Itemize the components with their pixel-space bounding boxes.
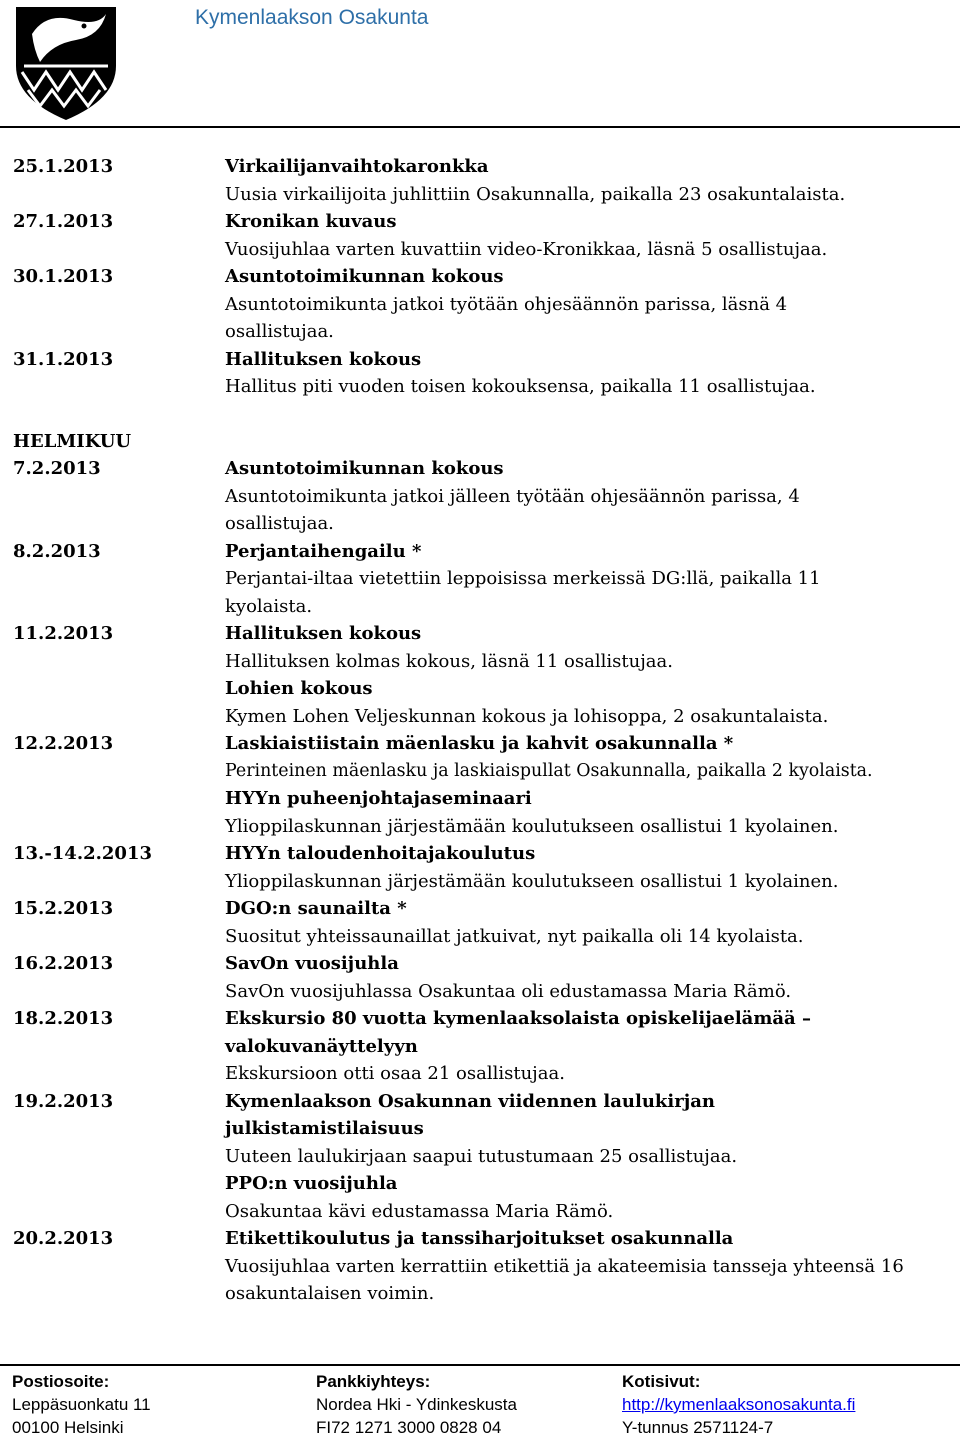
bank-name: Nordea Hki - Ydinkeskusta bbox=[316, 1395, 517, 1414]
bank-account: FI72 1271 3000 0828 04 bbox=[316, 1418, 502, 1437]
bank-details bbox=[316, 1370, 517, 1439]
list-item bbox=[13, 895, 953, 950]
event-title: Hallituksen kokous bbox=[225, 623, 422, 644]
business-id: Y-tunnus 2571124-7 bbox=[622, 1418, 774, 1437]
list-item bbox=[13, 730, 953, 840]
list-item bbox=[13, 1005, 953, 1088]
event-title: Kronikan kuvaus bbox=[225, 211, 397, 232]
event-description: Suositut yhteissaunaillat jatkuivat, nyt paikalla oli 14 kyolaista. bbox=[225, 925, 804, 947]
event-title: Asuntotoimikunnan kokous bbox=[225, 458, 504, 479]
event-description: Vuosijuhlaa varten kuvattiin video-Kronikkaa, läsnä 5 osallistujaa. bbox=[225, 238, 828, 260]
event-date: 12.2.2013 bbox=[13, 733, 114, 754]
event-title: DGO:n saunailta * bbox=[225, 898, 407, 919]
list-item bbox=[13, 1088, 953, 1226]
header-divider bbox=[0, 126, 960, 128]
coat-of-arms-logo-icon bbox=[12, 4, 120, 122]
list-item bbox=[13, 840, 953, 895]
postal-address-heading: Postiosoite: bbox=[12, 1372, 110, 1391]
event-title: Lohien kokous bbox=[225, 678, 373, 699]
event-description: Asuntotoimikunta jatkoi jälleen työtään ohjesäännön parissa, 4 osallistujaa. bbox=[225, 485, 800, 534]
event-date: 30.1.2013 bbox=[13, 266, 114, 287]
list-item bbox=[13, 538, 953, 621]
event-title: HYYn puheenjohtajaseminaari bbox=[225, 788, 532, 809]
event-title: SavOn vuosijuhla bbox=[225, 953, 399, 974]
event-date: 20.2.2013 bbox=[13, 1228, 114, 1249]
event-description: SavOn vuosijuhlassa Osakuntaa oli edustamassa Maria Rämö. bbox=[225, 980, 792, 1002]
footer-divider bbox=[0, 1364, 960, 1366]
event-description: Vuosijuhlaa varten kerrattiin etikettiä ja akateemisia tansseja yhteensä 16 osakuntalaisen voimin. bbox=[225, 1255, 904, 1304]
list-item bbox=[13, 263, 953, 346]
event-date: 25.1.2013 bbox=[13, 156, 114, 177]
event-description: Hallitus piti vuoden toisen kokouksensa, paikalla 11 osallistujaa. bbox=[225, 376, 816, 397]
activity-list bbox=[13, 153, 953, 1308]
event-title: Virkailijanvaihtokaronkka bbox=[225, 156, 489, 177]
website-heading: Kotisivut: bbox=[622, 1372, 701, 1391]
event-description: Ylioppilaskunnan järjestämään koulutukseen osallistui 1 kyolainen. bbox=[225, 815, 839, 837]
event-description: Asuntotoimikunta jatkoi työtään ohjesäännön parissa, läsnä 4 osallistujaa. bbox=[225, 293, 788, 342]
event-date: 16.2.2013 bbox=[13, 953, 114, 974]
organization-name: Kymenlaakson Osakunta bbox=[195, 6, 429, 29]
postal-code-city: 00100 Helsinki bbox=[12, 1418, 124, 1437]
event-description: Ekskursioon otti osaa 21 osallistujaa. bbox=[225, 1063, 565, 1084]
list-item bbox=[13, 1225, 953, 1308]
event-description: Ylioppilaskunnan järjestämään koulutukseen osallistui 1 kyolainen. bbox=[225, 870, 839, 892]
event-title: Etikettikoulutus ja tanssiharjoitukset osakunnalla bbox=[225, 1228, 734, 1249]
list-item bbox=[13, 208, 953, 263]
street-address: Leppäsuonkatu 11 bbox=[12, 1395, 151, 1414]
event-date: 27.1.2013 bbox=[13, 211, 114, 232]
event-title: HYYn taloudenhoitajakoulutus bbox=[225, 843, 536, 864]
event-title: Laskiaistiistain mäenlasku ja kahvit osakunnalla * bbox=[225, 733, 734, 754]
website-link[interactable]: http://kymenlaaksonosakunta.fi bbox=[622, 1395, 856, 1414]
event-description: Perinteinen mäenlasku ja laskiaispullat Osakunnalla, paikalla 2 kyolaista. bbox=[225, 760, 873, 781]
event-date: 13.-14.2.2013 bbox=[13, 843, 152, 864]
event-date: 18.2.2013 bbox=[13, 1008, 114, 1029]
event-date: 19.2.2013 bbox=[13, 1090, 114, 1112]
website-details bbox=[622, 1370, 855, 1439]
event-description: Perjantai-iltaa vietettiin leppoisissa merkeissä DG:llä, paikalla 11 kyolaista. bbox=[225, 568, 821, 617]
list-item bbox=[13, 153, 953, 208]
event-date: 11.2.2013 bbox=[13, 623, 114, 644]
event-date: 7.2.2013 bbox=[13, 458, 101, 479]
list-item bbox=[13, 950, 953, 1005]
event-title: Perjantaihengailu * bbox=[225, 540, 422, 562]
event-title: Asuntotoimikunnan kokous bbox=[225, 266, 504, 287]
event-date: 8.2.2013 bbox=[13, 540, 101, 562]
event-title: Ekskursio 80 vuotta kymenlaaksolaista opiskelijaelämää – valokuvanäyttelyyn bbox=[225, 1008, 811, 1057]
list-item bbox=[13, 620, 953, 730]
event-date: 31.1.2013 bbox=[13, 348, 114, 370]
month-heading: HELMIKUU bbox=[13, 430, 132, 452]
event-date: 15.2.2013 bbox=[13, 898, 114, 919]
list-item bbox=[13, 455, 953, 538]
event-description: Uuteen laulukirjaan saapui tutustumaan 25 osallistujaa. bbox=[225, 1145, 738, 1167]
list-item bbox=[13, 346, 953, 401]
event-description: Osakuntaa kävi edustamassa Maria Rämö. bbox=[225, 1200, 614, 1222]
event-description: Uusia virkailijoita juhlittiin Osakunnalla, paikalla 23 osakuntalaista. bbox=[225, 183, 846, 205]
event-description: Hallituksen kolmas kokous, läsnä 11 osallistujaa. bbox=[225, 650, 673, 672]
bank-heading: Pankkiyhteys: bbox=[316, 1372, 431, 1391]
event-title: Kymenlaakson Osakunnan viidennen laulukirjan julkistamistilaisuus bbox=[225, 1090, 715, 1139]
event-description: Kymen Lohen Veljeskunnan kokous ja lohisoppa, 2 osakuntalaista. bbox=[225, 705, 829, 727]
postal-address bbox=[12, 1370, 151, 1439]
page-header bbox=[0, 0, 960, 128]
event-title: PPO:n vuosijuhla bbox=[225, 1173, 398, 1194]
event-title: Hallituksen kokous bbox=[225, 348, 422, 370]
